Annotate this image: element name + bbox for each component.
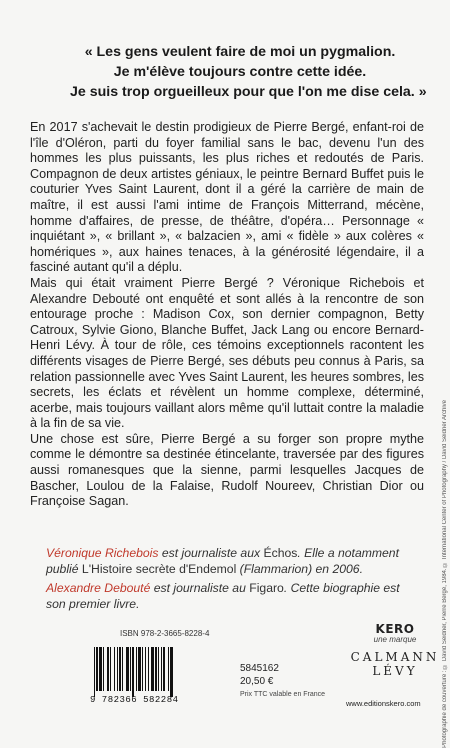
author-bio-1: Véronique Richebois est journaliste aux Échos. Elle a notamment publié L'Histoire secrète d'Endemol (Flammarion) en 2006. [46,546,399,576]
author-name-2: Alexandre Debouté [46,581,151,596]
barcode-digits: 9 782366 582284 [90,695,179,705]
synopsis [30,120,424,510]
calmann-logo: CALMANN [350,650,440,664]
back-cover-quote [70,42,427,102]
barcode-bar [173,647,174,697]
author-name-1: Véronique Richebois [46,546,159,560]
isbn: ISBN 978-2-3665-8228-4 [120,629,210,638]
price-note: Prix TTC valable en France [240,691,326,698]
publisher-website: www.editionskero.com [346,699,421,708]
barcode-bars [94,647,232,697]
quote-line-3: Je suis trop orgueilleux pour que l'on me dise cela. » [70,84,427,100]
publisher-logo [345,622,445,678]
kero-logo: KERO [375,622,415,636]
synopsis-paragraph-1: En 2017 s'achevait le destin prodigieux de Pierre Bergé, enfant-roi de l'île d'Oléron, parti du foyer familial sans le bac, devenu l'un des hommes les plus puissants, les plus riches et redoutés de Paris. Compagnon de deux artistes géniaux, le peintre Bernard Buffet puis le couturier Yves Saint Laurent, dont il a géré la carrière de main de maître, il est aussi l'ami intime de François Mitterrand, mécène, homme d'affaires, de presse, de théâtre, d'opéra… Personnage « inquiétant », « brillant », « balzacien », ami « fidèle » aux colères « homériques », aux haines tenaces, à la générosité légendaire, il a fasciné autant qu'il a déplu. [30,120,424,275]
photo-credit: Photographie de couverture : © David Seidner, Pierre Bergé, 1984. © International Center of Photography / David Seidner Archive [442,400,448,748]
price: 20,50 € [240,676,274,687]
author-bios [46,546,406,616]
product-code: 5845162 [240,663,279,674]
synopsis-paragraph-3: Une chose est sûre, Pierre Bergé a su forger son propre mythe comme le démontre sa destinée étincelante, traversée par des figures aussi romanesques que la sienne, parmi lesquelles Jacques de Bascher, Loulou de la Falaise, Rudolf Noureev, Christian Dior ou Françoise Sagan. [30,431,424,509]
quote-line-1: « Les gens veulent faire de moi un pygmalion. [84,44,396,60]
price-block [240,662,325,701]
quote-line-2: Je m'élève toujours contre cette idée. [113,64,367,80]
kero-subtitle: une marque [373,635,417,644]
levy-logo: LÉVY [372,664,418,678]
synopsis-paragraph-2: Mais qui était vraiment Pierre Bergé ? Véronique Richebois et Alexandre Debouté ont enquêté et sont allés à la rencontre de son entourage proche : Madison Cox, son dernier compagnon, Betty Catroux, Sylvie Giono, Blanche Buffet, Jack Lang ou encore Bernard-Henri Lévy. À tour de rôle, ces témoins exceptionnels racontent les différents visages de Pierre Bergé, ses débuts peu connus à Paris, sa relation passionnelle avec Yves Saint Laurent, les heures sombres, les secrets, les éclats et révèlent un homme complexe, déterminé, acerbe, mais toujours vaillant alors même qu'il luttait contre la maladie à la fin de sa vie. [30,275,424,431]
author-bio-2: Alexandre Debouté est journaliste au Figaro. Cette biographie est son premier livre. [46,581,400,611]
barcode [90,647,232,705]
